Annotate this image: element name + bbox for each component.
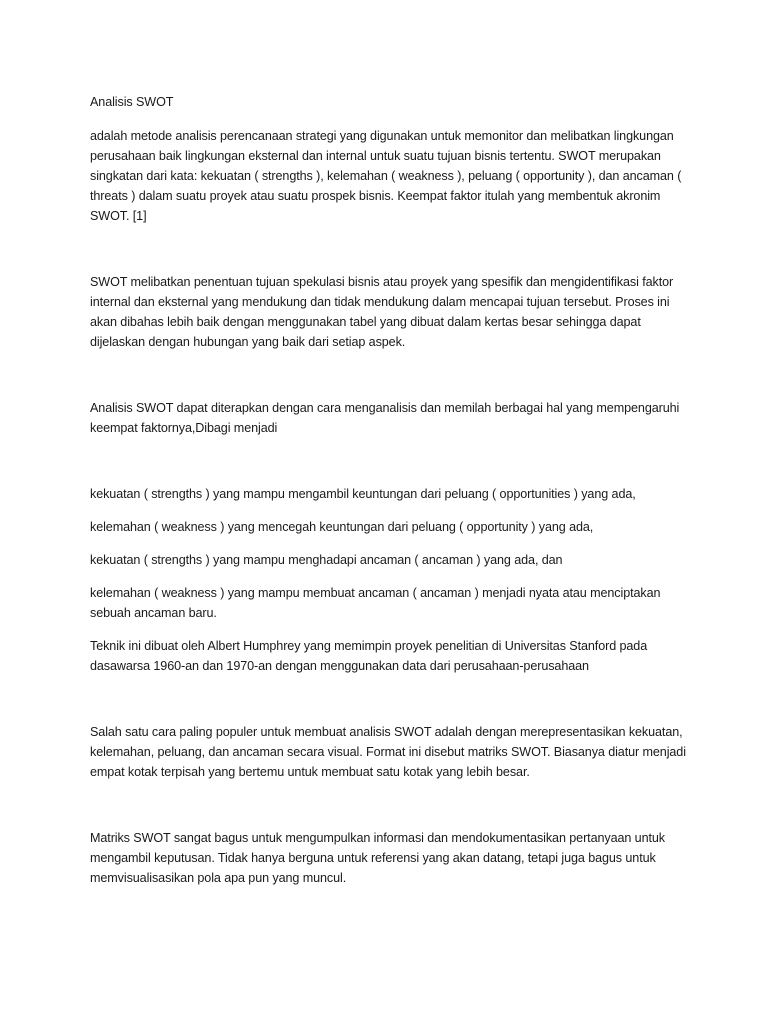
paragraph-swot-matrix: Salah satu cara paling populer untuk membuat analisis SWOT adalah dengan merepresentasikan kekuatan, kelemahan, peluang, dan ancaman secara visual. Format ini disebut matriks SWOT. Biasanya diatur menjadi empat kotak terpisah yang bertemu untuk membuat satu kotak yang lebih besar. [90,725,686,779]
list-item-weakness-opportunity: kelemahan ( weakness ) yang mencegah keuntungan dari peluang ( opportunity ) yang ada, [90,520,594,534]
paragraph-matrix-usefulness: Matriks SWOT sangat bagus untuk mengumpulkan informasi dan mendokumentasikan pertanyaan untuk mengambil keputusan. Tidak hanya berguna untuk referensi yang akan datang, tetapi juga bagus untuk memvisualisasikan pola apa pun yang muncul. [90,831,665,885]
document-body [90,92,690,888]
list-item-weakness-threat: kelemahan ( weakness ) yang mampu membuat ancaman ( ancaman ) menjadi nyata atau menciptakan sebuah ancaman baru. [90,586,661,620]
list-item-strength-threat: kekuatan ( strengths ) yang mampu menghadapi ancaman ( ancaman ) yang ada, dan [90,553,563,567]
paragraph-history: Teknik ini dibuat oleh Albert Humphrey yang memimpin proyek penelitian di Universitas Stanford pada dasawarsa 1960-an dan 1970-an dengan menggunakan data dari perusahaan-perusahaan [90,639,648,673]
paragraph-swot-involves: SWOT melibatkan penentuan tujuan spekulasi bisnis atau proyek yang spesifik dan mengidentifikasi faktor internal dan eksternal yang mendukung dan tidak mendukung dalam mencapai tujuan tersebut. Proses ini akan dibahas lebih baik dengan menggunakan tabel yang dibuat dalam kertas besar sehingga dapat dijelaskan dengan hubungan yang baik dari setiap aspek. [90,275,674,349]
paragraph-definition: adalah metode analisis perencanaan strategi yang digunakan untuk memonitor dan melibatkan lingkungan perusahaan baik lingkungan eksternal dan internal untuk suatu tujuan bisnis tertentu. SWOT merupakan singkatan dari kata: kekuatan ( strengths ), kelemahan ( weakness ), peluang ( opportunity ), dan ancaman ( threats ) dalam suatu proyek atau suatu prospek bisnis. Keempat faktor itulah yang membentuk akronim SWOT. [1] [90,129,682,223]
document-title: Analisis SWOT [90,95,174,109]
list-item-strength-opportunity: kekuatan ( strengths ) yang mampu mengambil keuntungan dari peluang ( opportunities ) yang ada, [90,487,636,501]
paragraph-application: Analisis SWOT dapat diterapkan dengan cara menganalisis dan memilah berbagai hal yang mempengaruhi keempat faktornya,Dibagi menjadi [90,401,680,435]
